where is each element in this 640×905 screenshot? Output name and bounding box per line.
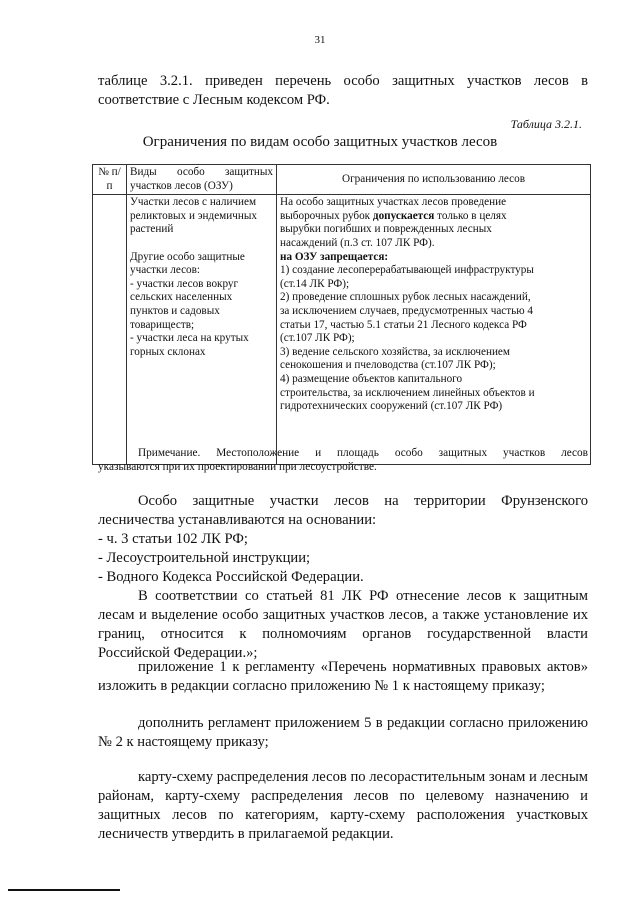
zone-line: пунктов и садовых [130, 304, 220, 317]
zone-line: - участки лесов вокруг [130, 277, 239, 290]
restriction-line: 3) ведение сельского хозяйства, за исключением [280, 345, 510, 358]
table-caption: Таблица 3.2.1. [510, 117, 582, 131]
restriction-line [280, 210, 587, 224]
header-number: № п/п [93, 165, 127, 195]
body-line: карту-схему распределения лесов по лесорастительным зонам и лесным [138, 769, 588, 785]
footer-rule [8, 889, 120, 891]
body-line: дополнить регламент приложением 5 в редакции согласно приложению [138, 715, 588, 731]
basis-item: - ч. 3 статьи 102 ЛК РФ; [98, 531, 248, 547]
table-title: Ограничения по видам особо защитных участков лесов [142, 134, 498, 150]
table-header-row [93, 165, 591, 195]
zone-line: сельских населенных [130, 291, 233, 304]
body-line: приложение 1 к регламенту «Перечень нормативных правовых актов» [138, 659, 588, 675]
body-line: лесам и выделение особо защитных участков лесов, а также установление их [98, 607, 588, 623]
restriction-line: сенокошения и пчеловодства (ст.107 ЛК РФ); [280, 359, 496, 372]
body-line: районам, карту-схему распределения лесов по целевому назначению и [98, 788, 588, 804]
header-zone-type [127, 165, 277, 195]
intro-paragraph [98, 72, 588, 110]
intro-line: соответствие с Лесным кодексом РФ. [98, 92, 330, 108]
body-line: № 2 к настоящему приказу; [98, 734, 269, 750]
body-line: Особо защитные участки лесов на территории Фрунзенского [138, 493, 588, 509]
zone-line: горных склонах [130, 345, 206, 358]
restriction-line: насаждений (п.3 ст. 107 ЛК РФ). [280, 236, 435, 249]
restriction-line: за исключением случаев, предусмотренных частью 4 [280, 304, 534, 317]
zone-line: - участки леса на крутых [130, 332, 249, 345]
body-line: защитных лесов по категориям, карту-схему расположения участковых [98, 807, 588, 823]
restrictions-cell [277, 195, 591, 465]
map-schemes-paragraph [98, 768, 588, 844]
zone-types-cell [127, 195, 277, 465]
restriction-line: гидротехнических сооружений (ст.107 ЛК РФ) [280, 400, 503, 413]
page-number: 31 [314, 34, 326, 46]
zone-line: участки лесов: [130, 264, 201, 277]
body-line: Российской Федерации.»; [98, 645, 258, 661]
basis-item: - Лесоустроительной инструкции; [98, 550, 311, 566]
restriction-line: 1) создание лесоперерабатывающей инфраструктуры [280, 264, 534, 277]
zone-line: растений [130, 223, 174, 236]
body-line: В соответствии со статьей 81 ЛК РФ отнесение лесов к защитным [138, 588, 588, 604]
zone-line: товариществ; [130, 318, 195, 331]
restriction-line: вырубки погибших и поврежденных лесных [280, 223, 492, 236]
basis-paragraph [98, 492, 588, 663]
restriction-allowed: допускается [372, 209, 435, 222]
zone-line: реликтовых и эндемичных [130, 209, 257, 222]
row-number-cell [93, 195, 127, 465]
zone-line: Другие особо защитные [130, 250, 245, 263]
body-line: границ, относится к полномочиям органов государственной власти [98, 626, 588, 642]
restriction-line: На особо защитных участках лесов проведение [280, 196, 507, 209]
restriction-line: статьи 17, частью 5.1 статьи 21 Лесного кодекса РФ [280, 318, 527, 331]
header-zone-type-line: Виды особо защитных [130, 166, 273, 178]
restriction-line: 4) размещение объектов капитального [280, 372, 463, 385]
basis-item: - Водного Кодекса Российской Федерации. [98, 569, 364, 585]
restriction-text: выборочных рубок [280, 209, 373, 222]
note-line: Примечание. Местоположение и площадь особо защитных участков лесов [138, 447, 588, 459]
appendix1-paragraph [98, 658, 588, 696]
restriction-line: (ст.107 ЛК РФ); [280, 332, 355, 345]
restriction-text: только в целях [434, 209, 507, 222]
restriction-line: строительства, за исключением линейных объектов и [280, 386, 535, 399]
note-line: указываются при их проектировании при лесоустройстве. [98, 461, 377, 473]
header-restrictions: Ограничения по использованию лесов [277, 165, 591, 195]
appendix5-paragraph [98, 714, 588, 752]
zone-line: Участки лесов с наличием [130, 196, 257, 209]
restriction-line: (ст.14 ЛК РФ); [280, 277, 350, 290]
restrictions-table [92, 164, 591, 465]
table-note [98, 446, 588, 474]
body-line: лесничества устанавливаются на основании: [98, 512, 377, 528]
table-row [93, 195, 591, 465]
zone-spacer [130, 237, 273, 251]
intro-line: таблице 3.2.1. приведен перечень особо защитных участков лесов в [98, 73, 588, 89]
header-zone-type-line: участков лесов (ОЗУ) [130, 179, 233, 192]
restriction-line: 2) проведение сплошных рубок лесных насаждений, [280, 291, 531, 304]
body-line: изложить в редакции согласно приложению № 1 к настоящему приказу; [98, 678, 545, 694]
body-line: лесничеств утвердить в прилагаемой редакции. [98, 826, 394, 842]
restriction-prohibited-heading: на ОЗУ запрещается: [280, 250, 389, 263]
